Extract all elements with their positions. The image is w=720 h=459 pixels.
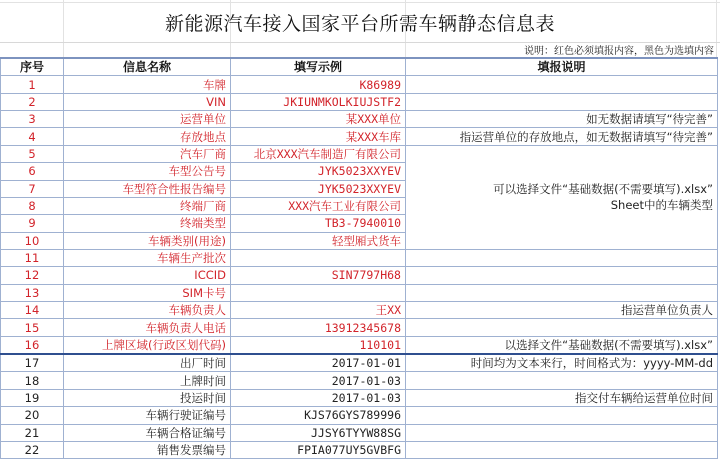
desc-cell[interactable]: 时间均为文本来行，时间格式为：yyyy-MM-dd [406,354,718,372]
table-row [1,319,718,336]
table-row [1,249,718,266]
desc-cell[interactable]: 指运营单位的存放地点，如无数据请填写“待完善” [406,128,718,145]
example-cell[interactable]: 轻型厢式货车 [231,232,406,249]
title-cell[interactable] [0,2,720,43]
example-cell[interactable]: JJSY6TYYW88SG [231,424,406,441]
desc-cell[interactable] [406,424,718,441]
example-cell[interactable]: 110101 [231,336,406,354]
info-name-cell[interactable]: ICCID [64,267,231,284]
row-number-cell[interactable]: 20 [1,407,64,424]
info-name-cell[interactable]: 投运时间 [64,389,231,406]
row-number-cell[interactable]: 2 [1,93,64,110]
info-name-cell[interactable]: 汽车厂商 [64,145,231,162]
header-row [1,58,718,76]
example-cell[interactable]: 2017-01-03 [231,389,406,406]
example-cell[interactable]: 某XXX单位 [231,111,406,128]
desc-cell[interactable] [406,319,718,336]
row-number-cell[interactable]: 19 [1,389,64,406]
row-number-cell[interactable]: 16 [1,336,64,354]
table-row [1,336,718,354]
info-name-cell[interactable]: 车牌 [64,76,231,93]
info-name-cell[interactable]: 终端类型 [64,215,231,232]
merged-desc-cell[interactable] [406,145,718,249]
legend-note: 说明：红色必须填报内容，黑色为选填内容 [524,45,714,57]
info-name-cell[interactable]: 车辆合格证编号 [64,424,231,441]
info-name-cell[interactable]: 运营单位 [64,111,231,128]
info-name-cell[interactable]: 车型公告号 [64,163,231,180]
info-name-cell[interactable]: 车型符合性报告编号 [64,180,231,197]
row-number-cell[interactable]: 15 [1,319,64,336]
info-name-cell[interactable]: 终端厂商 [64,197,231,214]
row-number-cell[interactable]: 13 [1,284,64,301]
example-cell[interactable] [231,284,406,301]
merged-desc-line2: Sheet中的车辆类型 [610,198,713,213]
table-row [1,284,718,301]
example-cell[interactable]: TB3-7940010 [231,215,406,232]
desc-cell[interactable]: 以选择文件“基础数据(不需要填写).xlsx” [406,336,718,354]
table-row [1,111,718,128]
page-title: 新能源汽车接入国家平台所需车辆静态信息表 [164,13,555,35]
info-name-cell[interactable]: 车辆行驶证编号 [64,407,231,424]
example-cell[interactable]: 2017-01-01 [231,354,406,372]
row-number-cell[interactable]: 22 [1,441,64,458]
example-cell[interactable]: 13912345678 [231,319,406,336]
row-number-cell[interactable]: 1 [1,76,64,93]
info-name-cell[interactable]: 车辆负责人 [64,302,231,319]
example-cell[interactable]: JKIUNMKOLKIUJSTF2 [231,93,406,110]
info-name-cell[interactable]: 上牌区域(行政区划代码) [64,336,231,354]
info-name-cell[interactable]: 车辆生产批次 [64,249,231,266]
example-cell[interactable]: 王XX [231,302,406,319]
note-cell[interactable] [0,41,720,57]
row-number-cell[interactable]: 8 [1,197,64,214]
desc-cell[interactable]: 如无数据请填写“待完善” [406,111,718,128]
example-cell[interactable]: XXX汽车工业有限公司 [231,197,406,214]
table-row [1,145,718,162]
example-cell[interactable]: JYK5023XXYEV [231,163,406,180]
desc-cell[interactable] [406,249,718,266]
row-number-cell[interactable]: 3 [1,111,64,128]
row-number-cell[interactable]: 5 [1,145,64,162]
desc-cell[interactable]: 指交付车辆给运营单位时间 [406,389,718,406]
table-row [1,354,718,372]
row-number-cell[interactable]: 12 [1,267,64,284]
desc-cell[interactable] [406,441,718,458]
desc-cell[interactable] [406,267,718,284]
row-number-cell[interactable]: 9 [1,215,64,232]
info-name-cell[interactable]: 出厂时间 [64,354,231,372]
example-cell[interactable]: 2017-01-03 [231,372,406,389]
table-row [1,93,718,110]
merged-desc-line1: 可以选择文件“基础数据(不需要填写).xlsx” [493,182,713,197]
desc-cell[interactable] [406,284,718,301]
table-row [1,424,718,441]
desc-cell[interactable] [406,93,718,110]
desc-cell[interactable]: 指运营单位负责人 [406,302,718,319]
header-example[interactable]: 填写示例 [231,58,406,76]
header-desc[interactable]: 填报说明 [406,58,718,76]
example-cell[interactable]: JYK5023XXYEV [231,180,406,197]
table-row [1,302,718,319]
example-cell[interactable] [231,249,406,266]
example-cell[interactable]: 某XXX车库 [231,128,406,145]
row-number-cell[interactable]: 14 [1,302,64,319]
info-name-cell[interactable]: 车辆类别(用途) [64,232,231,249]
example-cell[interactable]: 北京XXX汽车制造厂有限公司 [231,145,406,162]
header-name[interactable]: 信息名称 [64,58,231,76]
row-number-cell[interactable]: 7 [1,180,64,197]
table-row [1,76,718,93]
table-row [1,267,718,284]
row-number-cell[interactable]: 4 [1,128,64,145]
info-name-cell[interactable]: VIN [64,93,231,110]
row-number-cell[interactable]: 17 [1,354,64,372]
row-number-cell[interactable]: 21 [1,424,64,441]
table-row [1,389,718,406]
example-cell[interactable]: K86989 [231,76,406,93]
row-number-cell[interactable]: 11 [1,249,64,266]
desc-cell[interactable] [406,407,718,424]
info-name-cell[interactable]: 上牌时间 [64,372,231,389]
table-row [1,407,718,424]
row-number-cell[interactable]: 10 [1,232,64,249]
row-number-cell[interactable]: 18 [1,372,64,389]
info-name-cell[interactable]: SIM卡号 [64,284,231,301]
header-num[interactable]: 序号 [1,58,64,76]
example-cell[interactable]: SIN7797H68 [231,267,406,284]
desc-cell[interactable] [406,372,718,389]
info-table [0,57,718,459]
example-cell[interactable]: FPIA077UY5GVBFG [231,441,406,458]
row-number-cell[interactable]: 6 [1,163,64,180]
desc-cell[interactable] [406,76,718,93]
table-row [1,441,718,458]
table-row [1,128,718,145]
table-row [1,372,718,389]
example-cell[interactable]: KJS76GYS789996 [231,407,406,424]
info-name-cell[interactable]: 存放地点 [64,128,231,145]
info-name-cell[interactable]: 车辆负责人电话 [64,319,231,336]
info-name-cell[interactable]: 销售发票编号 [64,441,231,458]
